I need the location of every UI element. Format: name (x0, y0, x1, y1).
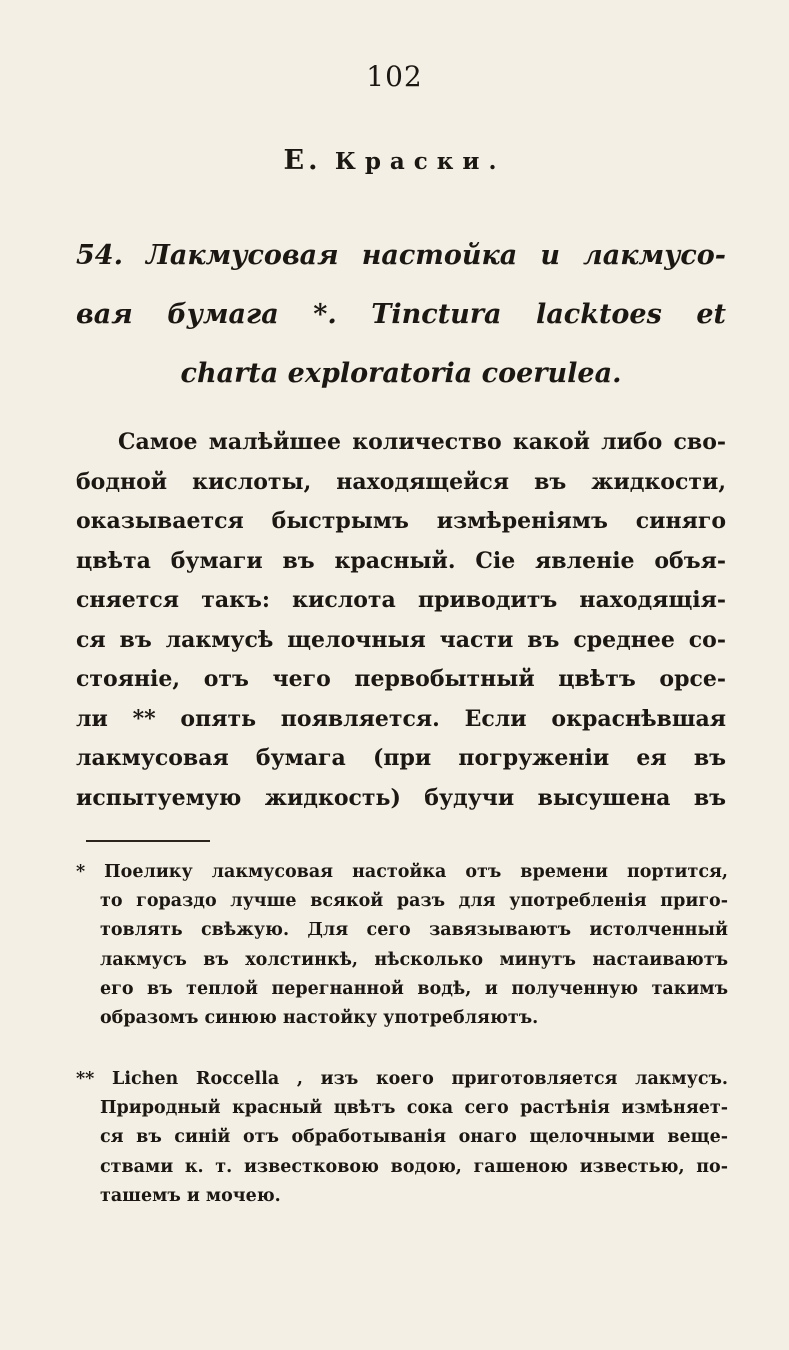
body-paragraph (76, 423, 726, 818)
body-line: испытуемую жидкость) будучи высушена въ (76, 784, 726, 811)
article-title-line-1 (76, 226, 726, 285)
footnote-line: ствами к. т. известковою водою, гашеною известью, по- (100, 1156, 728, 1177)
body-line: ли ** опять появляется. Если окраснѣвшая (76, 705, 726, 732)
footnote-line-text: Поелику лакмусовая настойка отъ времени портится, (104, 862, 729, 882)
body-line: лакмусовая бумага (при погруженіи ея въ (76, 745, 726, 771)
footnote-line: товлять свѣжую. Для сего завязываютъ истолченный (100, 920, 728, 941)
section-title: Краски. (334, 148, 506, 175)
article-number: 54. (76, 240, 123, 271)
title-line-text: Лакмусовая настойка и лакмусо- (146, 240, 726, 271)
footnote-line: Природный красный цвѣтъ сока сего растѣнія измѣняет- (100, 1098, 728, 1119)
body-line: оказывается быстрымъ измѣреніямъ синяго (76, 508, 726, 534)
body-line: сняется такъ: кислота приводитъ находящія- (76, 587, 726, 613)
footnote-line: лакмусъ въ холстинкѣ, нѣсколько минутъ настаиваютъ (100, 949, 728, 970)
footnote-line (76, 1065, 728, 1094)
body-line: Самое малѣйшее количество какой либо сво- (118, 429, 726, 455)
section-heading (0, 145, 789, 176)
section-letter: E. (283, 145, 322, 176)
body-line: ся въ лакмусѣ щелочныя части въ среднее со- (76, 626, 726, 653)
footnote-line: то гораздо лучше всякой разъ для употребленія приго- (100, 891, 728, 912)
footnote-line (76, 858, 728, 887)
body-line: бодной кислоты, находящейся въ жидкости, (76, 468, 726, 495)
footnote-2 (76, 1065, 728, 1211)
footnote-line-text: Lichen Roccella , изъ коего приготовляется лакмусъ. (112, 1069, 728, 1089)
footnote-marker: ** (76, 1069, 95, 1089)
footnote-line: ся въ синій отъ обработыванія онаго щелочными веще- (100, 1127, 728, 1148)
page-number: 102 (366, 60, 423, 93)
footnote-line: образомъ синюю настойку употребляютъ. (100, 1008, 539, 1029)
article-title (76, 226, 726, 403)
footnote-line: его въ теплой перегнанной водѣ, и полученную такимъ (100, 978, 728, 999)
footnote-marker: * (76, 862, 86, 882)
article-title-line-2: вая бумага *. Tinctura lacktoes et (76, 299, 726, 330)
footnote-1 (76, 858, 728, 1033)
body-line: стояніе, отъ чего первобытный цвѣтъ орсе- (76, 666, 726, 692)
body-line: цвѣта бумаги въ красный. Сіе явленіе объя- (76, 547, 726, 574)
footnote-divider (86, 840, 210, 842)
footnote-line: ташемъ и мочею. (100, 1185, 281, 1206)
article-title-line-3: charta exploratoria coerulea. (180, 358, 622, 389)
